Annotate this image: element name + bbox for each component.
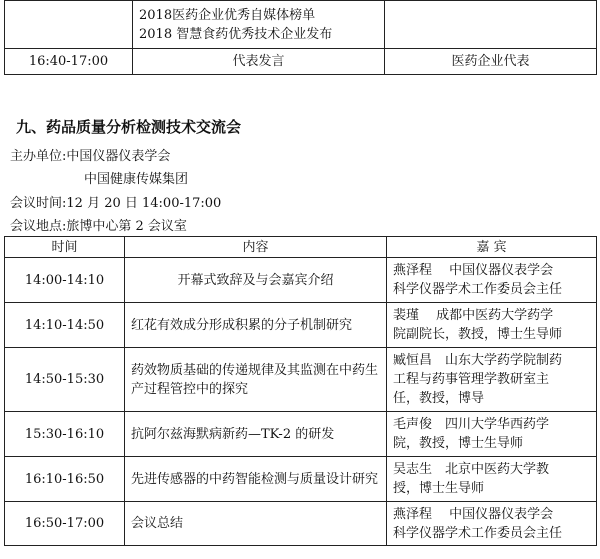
time-value: 12 月 20 日 14:00-17:00 xyxy=(66,196,222,211)
header-content: 内容 xyxy=(125,237,387,258)
content-cell: 代表发言 xyxy=(133,49,385,75)
place-value: 旅博中心第 2 会议室 xyxy=(66,219,187,234)
place-label: 会议地点: xyxy=(10,219,67,234)
time-cell: 15:30-16:10 xyxy=(5,412,125,457)
header-time: 时间 xyxy=(5,237,125,258)
guest-line: 吴志生 北京中医药大学教 xyxy=(393,462,550,477)
guest-cell xyxy=(385,1,597,49)
content-cell xyxy=(133,1,385,49)
content-line: 2018医药企业优秀自媒体榜单 xyxy=(139,7,316,23)
guest-cell xyxy=(387,303,597,348)
previous-schedule-table xyxy=(4,0,597,75)
content-cell: 会议总结 xyxy=(125,502,387,546)
organizer-name: 中国仪器仪表学会 xyxy=(66,149,171,164)
place-line xyxy=(10,215,187,234)
content-line: 2018 智慧食药优秀技术企业发布 xyxy=(139,26,333,42)
organizer-name-2: 中国健康传媒集团 xyxy=(84,172,189,187)
guest-line: 燕泽程 中国仪器仪表学会 xyxy=(393,263,554,278)
organizer-line xyxy=(10,145,170,164)
time-line xyxy=(10,192,221,211)
time-cell: 16:50-17:00 xyxy=(5,502,125,546)
table-row xyxy=(5,348,597,412)
guest-cell xyxy=(387,348,597,412)
guest-line: 燕泽程 中国仪器仪表学会 xyxy=(393,506,554,522)
table-row xyxy=(5,258,597,303)
content-cell: 药效物质基础的传递规律及其监测在中药生产过程管控中的探究 xyxy=(125,348,387,412)
guest-cell xyxy=(387,258,597,303)
content-cell: 抗阿尔兹海默病新药—TK-2 的研发 xyxy=(125,412,387,457)
schedule-table xyxy=(4,236,597,546)
guest-line: 任，教授，博导 xyxy=(393,391,485,406)
guest-cell xyxy=(387,412,597,457)
guest-cell: 医药企业代表 xyxy=(385,49,597,75)
time-cell: 14:50-15:30 xyxy=(5,348,125,412)
time-label: 会议时间: xyxy=(10,196,67,211)
guest-line: 裴瑾 成都中医药大学药学 xyxy=(393,308,554,323)
organizer-label: 主办单位: xyxy=(10,149,67,164)
table-row xyxy=(5,49,597,75)
time-cell: 16:40-17:00 xyxy=(5,49,133,75)
guest-line: 院，教授，博士生导师 xyxy=(393,436,524,451)
guest-line: 院副院长，教授，博士生导师 xyxy=(393,327,563,342)
table-row xyxy=(5,502,597,546)
time-cell xyxy=(5,1,133,49)
time-cell: 16:10-16:50 xyxy=(5,457,125,502)
guest-line: 工程与药事管理学教研室主 xyxy=(393,372,550,387)
table-row xyxy=(5,1,597,49)
guest-cell xyxy=(387,502,597,546)
time-cell: 14:00-14:10 xyxy=(5,258,125,303)
section-title: 九、药品质量分析检测技术交流会 xyxy=(16,118,242,136)
table-row xyxy=(5,457,597,502)
header-guest: 嘉 宾 xyxy=(387,237,597,258)
content-cell: 红花有效成分形成积累的分子机制研究 xyxy=(125,303,387,348)
content-cell: 开幕式致辞及与会嘉宾介绍 xyxy=(125,258,387,303)
guest-line: 科学仪器学术工作委员会主任 xyxy=(393,282,563,297)
table-header-row xyxy=(5,237,597,258)
guest-line: 毛声俊 四川大学华西药学 xyxy=(393,417,550,432)
time-cell: 14:10-14:50 xyxy=(5,303,125,348)
guest-line: 科学仪器学术工作委员会主任 xyxy=(393,525,563,541)
table-row xyxy=(5,303,597,348)
guest-cell xyxy=(387,457,597,502)
table-row xyxy=(5,412,597,457)
content-cell: 先进传感器的中药智能检测与质量设计研究 xyxy=(125,457,387,502)
guest-line: 授，博士生导师 xyxy=(393,481,485,496)
guest-line: 臧恒昌 山东大学药学院制药 xyxy=(393,353,563,368)
